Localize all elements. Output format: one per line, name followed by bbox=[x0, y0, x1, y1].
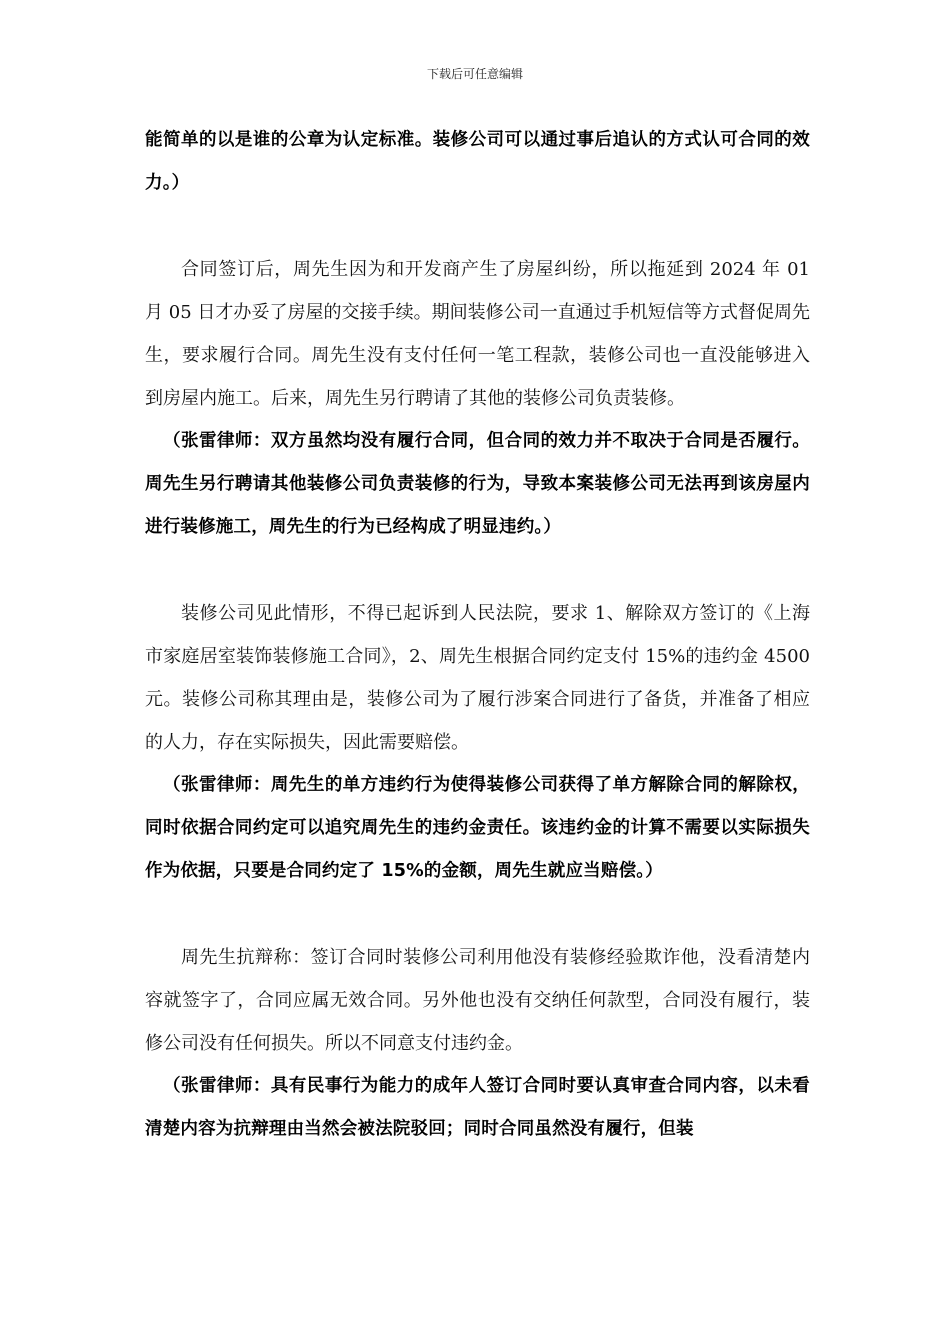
paragraph-lawyer-comment: （张雷律师：周先生的单方违约行为使得装修公司获得了单方解除合同的解除权，同时依据合同约定可以追究周先生的违约金责任。该违约金的计算不需要以实际损失作为依据，只要是合同约定了 15%的金额，周先生就应当赔偿。） bbox=[145, 775, 810, 881]
paragraph-narrative: 合同签订后，周先生因为和开发商产生了房屋纠纷，所以拖延到 2024 年 01 月 05 日才办妥了房屋的交接手续。期间装修公司一直通过手机短信等方式督促周先生，要求履行合同。周先生没有支付任何一笔工程款，装修公司也一直没能够进入到房屋内施工。后来，周先生另行聘请了其他的装修公司负责装修。 bbox=[145, 259, 810, 409]
paragraph-lawyer-comment: （张雷律师：双方虽然均没有履行合同，但合同的效力并不取决于合同是否履行。周先生另行聘请其他装修公司负责装修的行为，导致本案装修公司无法再到该房屋内进行装修施工，周先生的行为已经构成了明显违约。） bbox=[145, 431, 810, 537]
page-header-note: 下载后可任意编辑 bbox=[426, 67, 523, 81]
paragraph-narrative: 装修公司见此情形，不得已起诉到人民法院，要求 1、解除双方签订的《上海市家庭居室装饰装修施工合同》，2、周先生根据合同约定支付 15%的违约金 4500 元。装修公司称其理由是，装修公司为了履行涉案合同进行了备货，并准备了相应的人力，存在实际损失，因此需要赔偿。 bbox=[145, 603, 810, 753]
paragraph-spacer bbox=[145, 893, 810, 936]
paragraph-spacer bbox=[145, 549, 810, 592]
document-body bbox=[145, 119, 810, 1151]
paragraph-spacer bbox=[145, 205, 810, 248]
paragraph-lawyer-comment: （张雷律师：具有民事行为能力的成年人签订合同时要认真审查合同内容，以未看清楚内容为抗辩理由当然会被法院驳回；同时合同虽然没有履行，但装 bbox=[145, 1076, 810, 1139]
paragraph-lawyer-comment-continued: 能简单的以是谁的公章为认定标准。装修公司可以通过事后追认的方式认可合同的效力。） bbox=[145, 130, 810, 193]
paragraph-narrative: 周先生抗辩称：签订合同时装修公司利用他没有装修经验欺诈他，没看清楚内容就签字了，合同应属无效合同。另外他也没有交纳任何款型，合同没有履行，装修公司没有任何损失。所以不同意支付违约金。 bbox=[145, 947, 810, 1054]
